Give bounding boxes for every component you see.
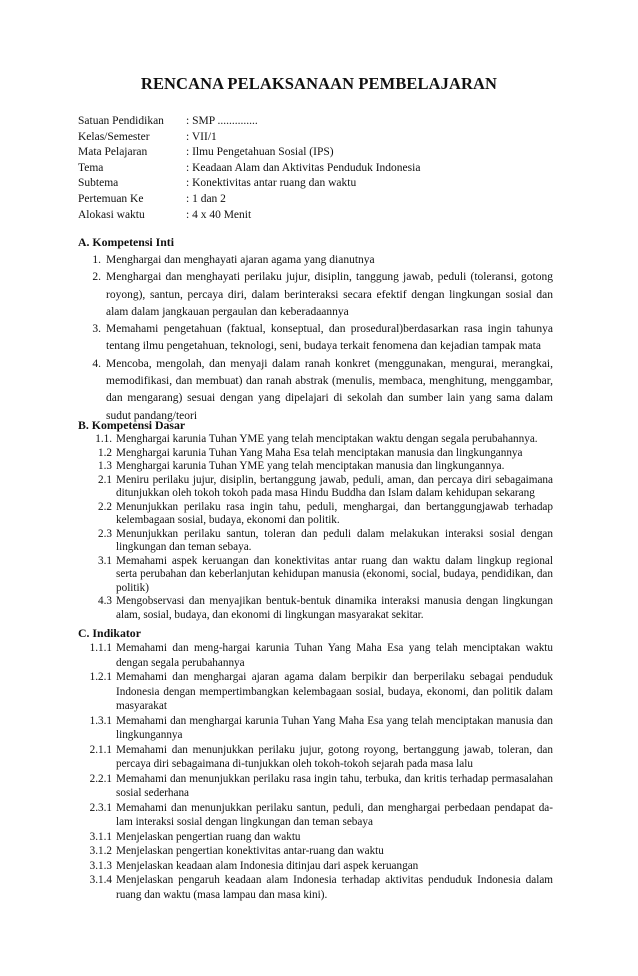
item-text: Menjelaskan pengaruh keadaan alam Indonesia terhadap aktivitas penduduk Indonesia dalam ruang dan waktu (masa lampau dan masa kini). [116,874,553,901]
info-row [78,114,420,130]
item-number: 1. [92,254,101,266]
info-row [78,192,420,208]
item-number: 2.2 [98,500,112,513]
item-text: Memahami dan menghargai karunia Tuhan Yang Maha Esa yang telah menciptakan manusia dan lingkungannya [116,714,553,741]
item-number: 2. [92,271,101,284]
item-number: 1.2.1 [89,671,112,683]
list-item [78,873,553,902]
list-item [78,460,553,474]
section-heading-indikator: C. Indikator [78,626,141,640]
item-text: Menjelaskan keadaan alam Indonesia ditinjau dari aspek keruangan [116,859,419,872]
indikator-list [78,641,553,902]
list-item [78,801,553,830]
item-text: Menjelaskan pengertian ruang dan waktu [116,830,301,843]
item-number: 3.1.3 [89,859,112,872]
list-item [78,743,553,772]
item-text: Mengobservasi dan menyajikan bentuk-bentuk dinamika interaksi manusia dengan lingkungan alam, sosial, budaya, dan ekonomi di lingkungan masyarakat sekitar. [116,595,553,621]
item-number: 2.3 [98,527,112,540]
info-label: Tema [78,161,104,174]
section-heading-kd: B. Kompetensi Dasar [78,418,186,432]
item-number: 3.1.2 [89,845,112,857]
list-item [78,356,553,425]
item-text: Menunjukkan perilaku rasa ingin tahu, peduli, menghargai, dan bertanggungjawab terhadap kelembagaan sosial, budaya, ekonomi dan politik. [116,500,553,526]
info-row [78,130,420,146]
info-label: Alokasi waktu [78,208,145,221]
list-item [78,670,553,714]
info-row [78,176,420,192]
item-number: 1.3.1 [89,714,112,727]
item-number: 2.1.1 [89,743,112,756]
document-title: RENCANA PELAKSANAAN PEMBELAJARAN [140,74,498,93]
item-text: Memahami dan menunjukkan perilaku jujur, gotong royong, bertanggung jawab, toleran, dan percaya diri sebagaimana di-tunjukkan oleh tokoh-tokoh sejarah pada masa lalu [116,743,553,770]
list-item [78,252,553,269]
list-item [78,321,553,356]
info-value: : Ilmu Pengetahuan Sosial (IPS) [186,146,334,159]
list-item [78,641,553,670]
item-number: 3. [92,323,101,336]
item-number: 1.2 [98,446,112,459]
item-number: 2.2.1 [89,772,112,785]
item-text: Meniru perilaku jujur, disiplin, bertanggung jawab, peduli, aman, dan percaya diri sebagaimana ditunjukkan oleh tokoh tokoh pada masa Hindu Buddha dan Islam dalam kehidupan sekarang [116,473,553,499]
item-number: 2.1 [98,473,112,486]
info-value: : VII/1 [186,130,217,143]
list-item [78,474,553,501]
info-label: Kelas/Semester [78,130,150,143]
item-text: Memahami dan menunjukkan perilaku santun, peduli, dan menghargai perbedaan pendapat da-lam interaksi sosial dengan lingkungan dan teman sebaya [116,801,553,828]
info-row [78,161,420,177]
info-row [78,145,420,161]
list-item [78,528,553,555]
list-item [78,830,553,845]
info-label: Satuan Pendidikan [78,115,164,127]
section-heading-ki: A. Kompetensi Inti [78,235,175,249]
list-item [78,714,553,743]
item-text: Menghargai dan menghayati perilaku jujur, disiplin, tanggung jawab, peduli (toleransi, gotong royong), santun, percaya diri, dalam berinteraksi secara efektif dengan lingkungan sosial dan alam dalam jangkauan pergaulan dan keberadaannya [106,271,553,318]
info-value: : SMP .............. [186,115,258,127]
item-text: Menghargai dan menghayati ajaran agama yang dianutnya [106,254,375,266]
list-item [78,772,553,801]
list-item [78,447,553,461]
item-text: Memahami pengetahuan (faktual, konseptual, dan prosedural)berdasarkan rasa ingin tahunya tentang ilmu pengetahuan, teknologi, seni, budaya terkait fenomena dan kejadian tampak mata [106,323,553,353]
item-text: Memahami dan menunjukkan perilaku rasa ingin tahu, terbuka, dan kritis terhadap permasalahan sosial sederhana [116,772,553,799]
list-item [78,844,553,859]
item-text: Menghargai karunia Tuhan YME yang telah menciptakan manusia dan lingkungannya. [116,460,505,472]
list-item [78,859,553,874]
info-label: Mata Pelajaran [78,146,148,159]
list-item [78,595,553,622]
info-label: Pertemuan Ke [78,192,144,205]
item-number: 4.3 [98,595,112,607]
item-text: Memahami aspek keruangan dan konektivitas antar ruang dan waktu dalam lingkup regional serta perubahan dan keberlanjutan kehidupan manusia (ekonomi, social, budaya, pendidikan, dan politik) [116,554,553,594]
item-text: Memahami dan meng-hargai karunia Tuhan Yang Maha Esa yang telah menciptakan waktu dengan segala perubahannya [116,642,553,669]
item-text: Menghargai karunia Tuhan YME yang telah menciptakan waktu dengan segala perubahannya. [116,433,538,445]
list-item [78,555,553,596]
list-item [78,269,553,321]
item-text: Memahami dan menghargai ajaran agama dalam berpikir dan berperilaku sebagai penduduk Indonesia dengan mempertimbangkan kelembagaan sosial, budaya, ekonomi, dan politik dalam masyarakat [116,671,553,712]
item-number: 3.1 [98,554,112,567]
item-text: Mencoba, mengolah, dan menyaji dalam ranah konkret (menggunakan, mengurai, merangkai, memodifikasi, dan membuat) dan ranah abstrak (menulis, membaca, menghitung, menggambar, dan mengarang) sesuai dengan yang dipelajari di sekolah dan sumber lain yang sama dalam sudut pandang/teori [106,357,553,422]
item-text: Menunjukkan perilaku santun, toleran dan peduli dalam melakukan interaksi sosial dengan lingkungan dan teman sebaya. [116,527,553,553]
item-number: 3.1.4 [89,874,112,886]
list-item [78,433,553,447]
item-text: Menjelaskan pengertian konektivitas antar-ruang dan waktu [116,845,384,857]
item-text: Menghargai karunia Tuhan Yang Maha Esa telah menciptakan manusia dan lingkungannya [116,446,523,459]
kd-list [78,433,553,622]
item-number: 1.1. [95,433,112,445]
info-row [78,208,420,224]
list-item [78,501,553,528]
info-block [78,114,420,223]
item-number: 1.3 [98,460,112,472]
item-number: 3.1.1 [89,830,112,843]
ki-list [78,252,553,425]
info-value: : Keadaan Alam dan Aktivitas Penduduk Indonesia [186,161,421,174]
info-label: Subtema [78,177,119,190]
info-value: : 4 x 40 Menit [186,208,252,221]
item-number: 1.1.1 [89,642,112,654]
item-number: 4. [92,357,101,370]
info-value: : 1 dan 2 [186,192,226,205]
info-value: : Konektivitas antar ruang dan waktu [186,177,357,190]
item-number: 2.3.1 [89,801,112,814]
